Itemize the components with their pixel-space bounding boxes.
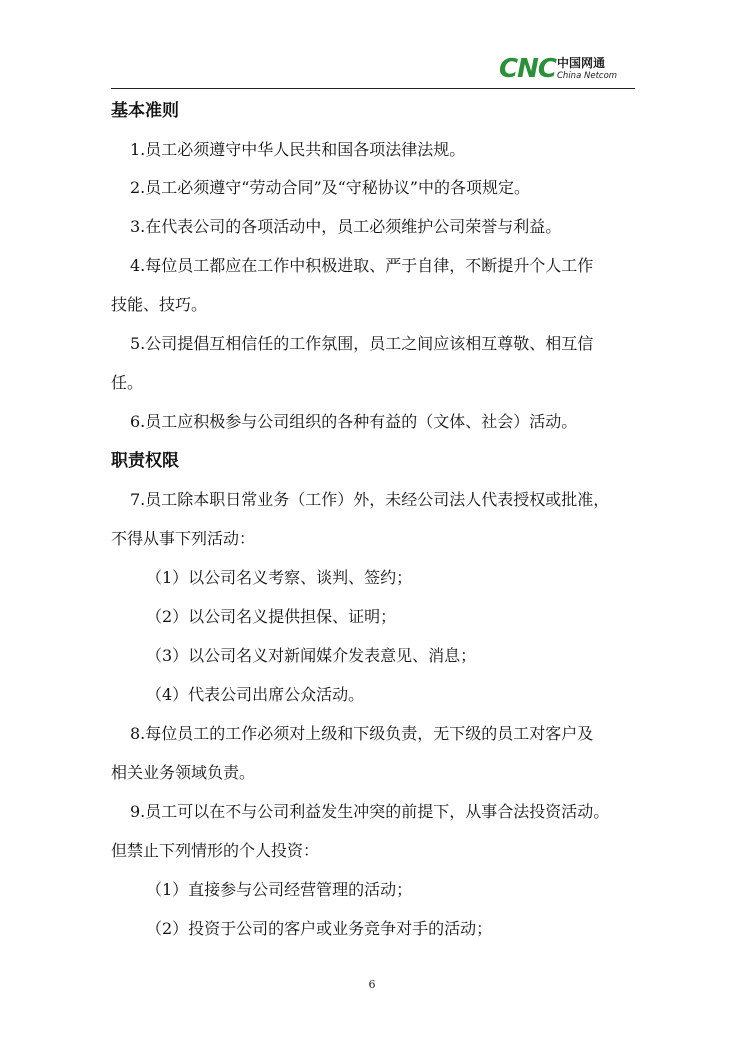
list-item: （2）以公司名义提供担保、证明； [146, 607, 397, 626]
page-number: 6 [368, 978, 376, 991]
paragraph-line: 1.员工必须遵守中华人民共和国各项法律法规。 [130, 140, 466, 159]
list-item: （3）以公司名义对新闻媒介发表意见、消息； [146, 646, 477, 665]
paragraph-line: 但禁止下列情形的个人投资： [111, 841, 320, 860]
paragraph-line: 不得从事下列活动： [111, 529, 256, 548]
paragraph-line: 5.公司提倡互相信任的工作氛围，员工之间应该相互尊敬、相互信 [130, 334, 594, 353]
list-item: （1）以公司名义考察、谈判、签约； [146, 568, 413, 587]
section-heading-duties: 职责权限 [111, 451, 179, 471]
logo-chinese-name: 中国网通 [557, 56, 606, 70]
list-item: （1）直接参与公司经营管理的活动； [146, 880, 413, 899]
paragraph-line: 任。 [111, 373, 144, 392]
paragraph-line: 6.员工应积极参与公司组织的各种有益的（文体、社会）活动。 [130, 412, 578, 431]
paragraph-line: 相关业务领域负责。 [111, 763, 256, 782]
paragraph-line: 8.每位员工的工作必须对上级和下级负责，无下级的员工对客户及 [130, 724, 594, 743]
section-heading-basic: 基本准则 [111, 101, 179, 121]
paragraph-line: 9.员工可以在不与公司利益发生冲突的前提下，从事合法投资活动。 [130, 802, 610, 821]
paragraph-line: 4.每位员工都应在工作中积极进取、严于自律，不断提升个人工作 [130, 256, 594, 275]
paragraph-line: 3.在代表公司的各项活动中，员工必须维护公司荣誉与利益。 [130, 217, 562, 236]
paragraph-line: 技能、技巧。 [111, 295, 208, 314]
list-item: （4）代表公司出席公众活动。 [146, 685, 365, 704]
china-netcom-logo [499, 52, 634, 88]
header-divider [111, 88, 635, 89]
paragraph-line: 7.员工除本职日常业务（工作）外，未经公司法人代表授权或批准， [130, 490, 610, 509]
paragraph-line: 2.员工必须遵守“劳动合同”及“守秘协议”中的各项规定。 [130, 178, 530, 197]
list-item: （2）投资于公司的客户或业务竞争对手的活动； [146, 919, 493, 938]
logo-english-name: China Netcom [557, 71, 618, 81]
logo-mark: CNC [499, 54, 556, 84]
